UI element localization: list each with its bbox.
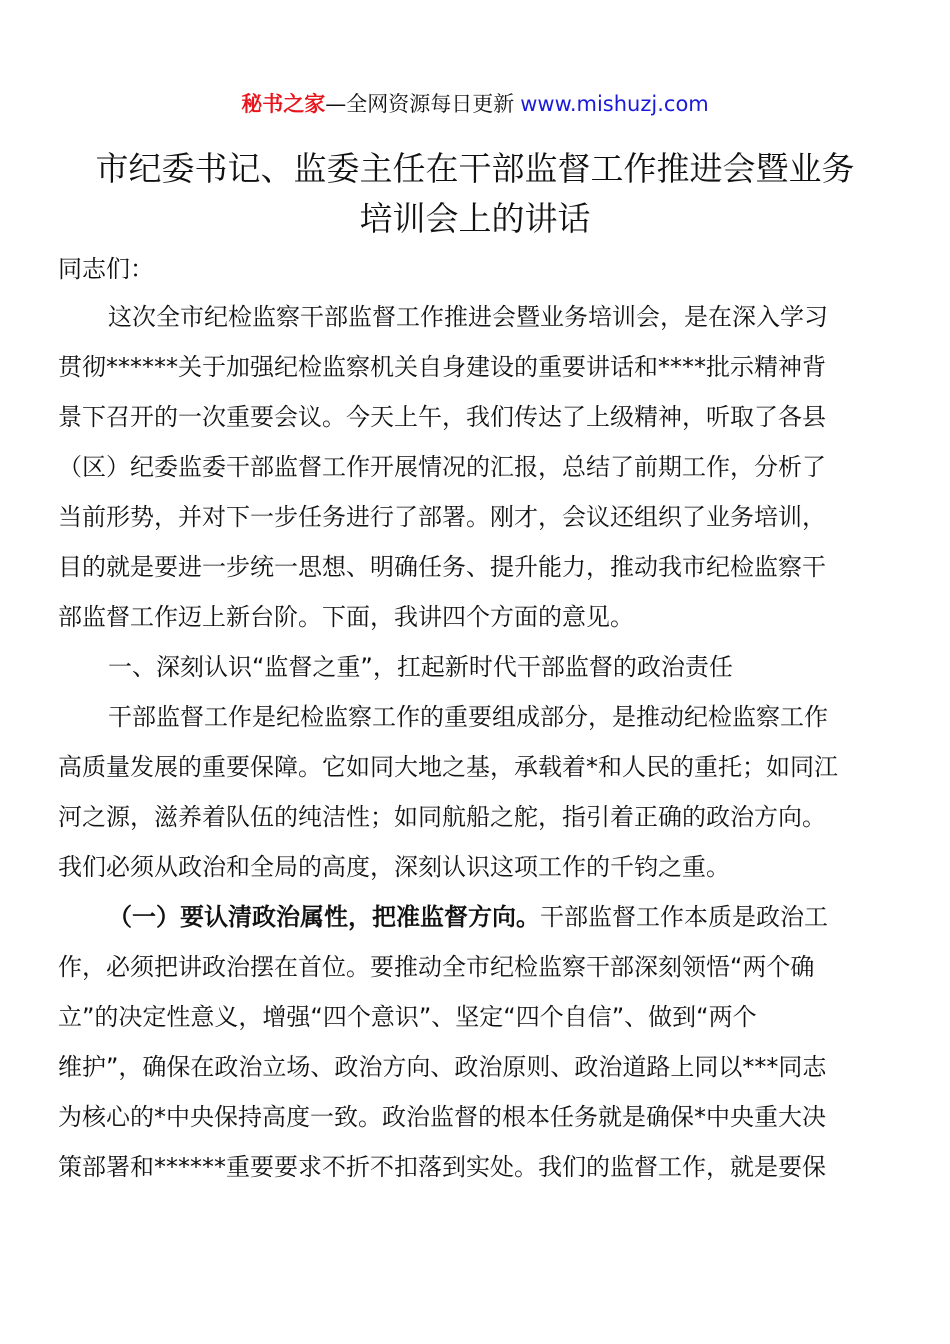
paragraph-line: 部监督工作迈上新台阶。下面，我讲四个方面的意见。 xyxy=(58,603,634,631)
title-line: 培训会上的讲话 xyxy=(359,199,591,238)
paragraph-line: 维护”，确保在政治立场、政治方向、政治原则、政治道路上同以***同志 xyxy=(58,1053,827,1081)
site-banner xyxy=(0,89,950,119)
paragraph-line: 贯彻******关于加强纪检监察机关自身建设的重要讲话和****批示精神背 xyxy=(58,353,826,381)
paragraph-line: 景下召开的一次重要会议。今天上午，我们传达了上级精神，听取了各县 xyxy=(58,403,826,431)
paragraph-line: 策部署和******重要要求不折不扣落到实处。我们的监督工作，就是要保 xyxy=(58,1153,826,1181)
document-body xyxy=(58,246,898,1192)
paragraph-line: 高质量发展的重要保障。它如同大地之基，承载着*和人民的重托；如同江 xyxy=(58,753,838,781)
brand-name: 秘书之家 xyxy=(241,92,326,116)
paragraph-line: 河之源，滋养着队伍的纯洁性；如同航船之舵，指引着正确的政治方向。 xyxy=(58,803,826,831)
title-line: 市纪委书记、监委主任在干部监督工作推进会暨业务 xyxy=(95,149,855,188)
paragraph-text: 干部监督工作本质是政治工 xyxy=(540,903,828,931)
paragraph-line: 干部监督工作是纪检监察工作的重要组成部分，是推动纪检监察工作 xyxy=(108,703,828,731)
paragraph-intro xyxy=(58,292,898,642)
paragraph-section1 xyxy=(58,692,898,892)
document-title xyxy=(40,144,910,244)
paragraph-line: 目的就是要进一步统一思想、明确任务、提升能力，推动我市纪检监察干 xyxy=(58,553,826,581)
salutation: 同志们： xyxy=(58,255,154,283)
paragraph-line: 我们必须从政治和全局的高度，深刻认识这项工作的千钧之重。 xyxy=(58,853,730,881)
paragraph-subsection1 xyxy=(58,892,898,1192)
paragraph-line xyxy=(58,892,898,942)
paragraph-line: 为核心的*中央保持高度一致。政治监督的根本任务就是确保*中央重大决 xyxy=(58,1103,826,1131)
paragraph-line: 这次全市纪检监察干部监督工作推进会暨业务培训会，是在深入学习 xyxy=(108,303,828,331)
paragraph-line: 当前形势，并对下一步任务进行了部署。刚才，会议还组织了业务培训， xyxy=(58,503,826,531)
subsection-heading: （一）要认清政治属性，把准监督方向。 xyxy=(108,903,540,931)
paragraph-line: 立”的决定性意义，增强“四个意识”、坚定“四个自信”、做到“两个 xyxy=(58,1003,757,1031)
site-url-link[interactable]: www.mishuzj.com xyxy=(520,92,709,116)
paragraph-line: 作，必须把讲政治摆在首位。要推动全市纪检监察干部深刻领悟“两个确 xyxy=(58,953,815,981)
paragraph-line: （区）纪委监委干部监督工作开展情况的汇报，总结了前期工作，分析了 xyxy=(58,453,826,481)
section-heading: 一、深刻认识“监督之重”，扛起新时代干部监督的政治责任 xyxy=(108,653,733,681)
banner-tagline: —全网资源每日更新 xyxy=(325,92,515,116)
